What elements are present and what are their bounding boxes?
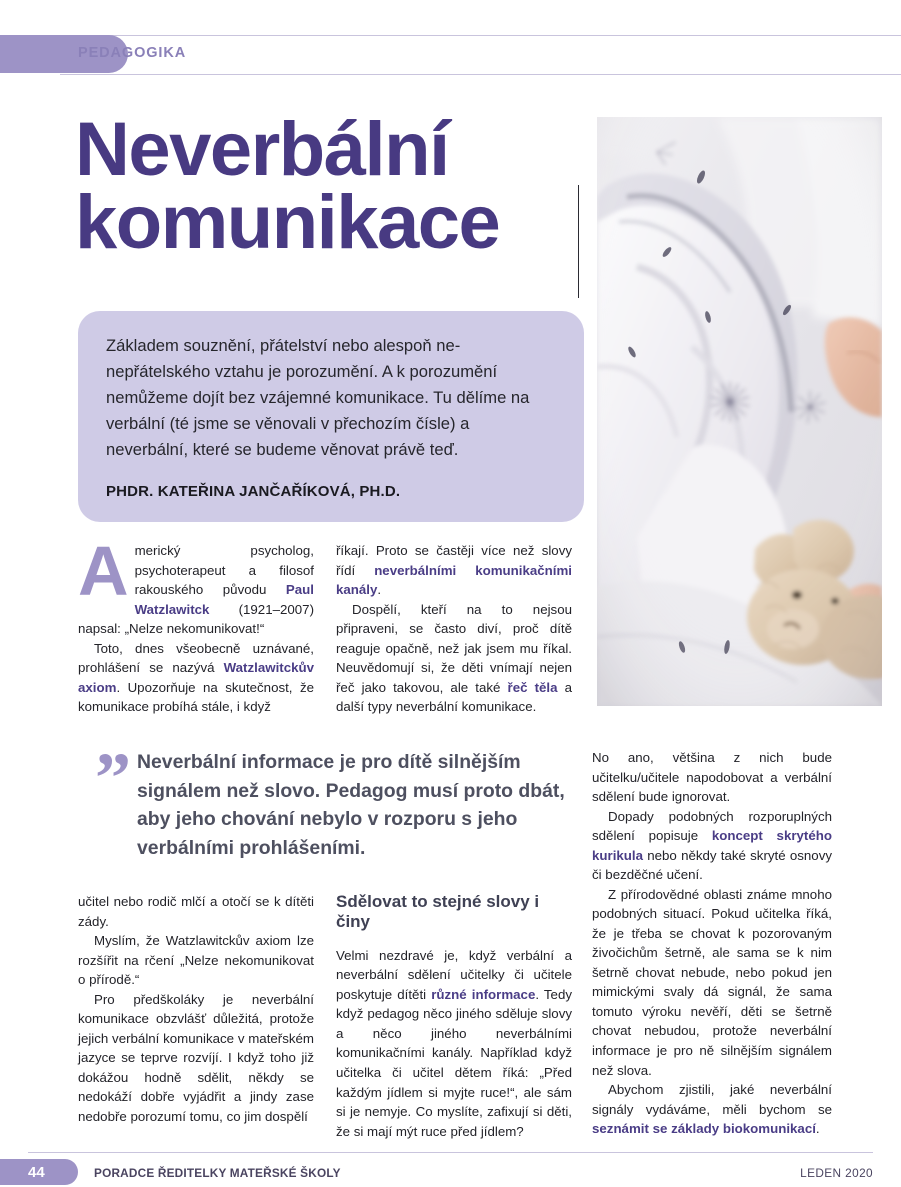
- emphasis-koncept-skryteho-kurikula: koncept skrytého kurikula: [592, 828, 832, 863]
- headline-vertical-rule: [578, 185, 579, 298]
- paragraph-part: Dospělí, kteří na to nejsou připraveni, se často diví, proč dítě reaguje opačně, než jak jsem mu říkal. Neuvědomují si, že děti vnímají nejen řeč jako takovou, ale také: [336, 601, 572, 695]
- paragraph-part: říkají. Proto se častěji více než slovy řídí: [336, 543, 572, 578]
- paragraph-part: nebo někdy také skryté osnovy či bezděčné učení.: [592, 847, 832, 883]
- article-column-3: [78, 892, 314, 1126]
- rubric-label: PEDAGOGIKA: [78, 45, 187, 61]
- lead-paragraph-text: Základem souznění, přátelství nebo alespoň ne-nepřátelského vztahu je porozumění. A k porozumění nemůžeme dojít bez vzájemné komunikace. Tu dělíme na verbální (té jsme se věnovali v přechozím čísle) a neverbální, které se budeme věnovat právě teď.: [106, 336, 530, 459]
- paragraph-part: Dopady podobných rozporuplných sdělení popisuje: [592, 808, 832, 844]
- paragraph: Pro předškoláky je neverbální komunikace obzvlášť důležitá, protože jejich verbální komunikace v mateřském jazyce se teprve rozvíjí. I když toho již dokážou hodně sdělit, někdy se nedokáží dobře vyjádřit a jindy zase nedobře porozumí tomu, co jim dospělí: [78, 991, 314, 1124]
- paragraph: Z přírodovědné oblasti známe mnoho podobných situací. Pokud učitelka říká, že je třeba se chovat k pozorovaným živočichům šetrně, ale sama se k nim šetrně chovat nebude, nebo pokud jen mimickými svaly dá signál, že sama tomuto výroku nevěří, děti se šetrně chovat nebudou, protože neverbální informace je pro ně silnějším signálem než slova.: [592, 886, 832, 1078]
- sleeping-baby-with-plush-bunny-image: [597, 117, 882, 706]
- lead-paragraph-box: [78, 311, 584, 522]
- paragraph-part: a další typy neverbální komunikace.: [336, 679, 572, 715]
- footer-divider: [28, 1152, 873, 1153]
- publication-title: PORADCE ŘEDITELKY MATEŘSKÉ ŠKOLY: [94, 1166, 341, 1180]
- drop-cap: A: [78, 532, 129, 610]
- pull-quote: [95, 738, 565, 862]
- page-title: [75, 107, 595, 265]
- page-number: 44: [28, 1164, 45, 1181]
- paragraph-part: (1921–2007) napsal: „Nelze nekomunikovat!“: [78, 601, 314, 637]
- author-byline: PHDR. KATEŘINA JANČAŘÍKOVÁ, PH.D.: [106, 483, 401, 501]
- paragraph: učitel nebo rodič mlčí a otočí se k dítěti zády.: [78, 894, 314, 929]
- paragraph-part: Abychom zjistili, jaké neverbální signály vydáváme, měli bychom se: [592, 1082, 832, 1117]
- rubric-divider-lines: [60, 35, 901, 75]
- paragraph-part: .: [377, 582, 382, 598]
- emphasis-rec-tela: řeč těla: [507, 679, 558, 695]
- paragraph-part: .: [815, 1121, 820, 1137]
- paragraph: [336, 541, 572, 600]
- paragraph-part: . Upozorňuje na skutečnost, že komunikace probíhá stále, i když: [78, 679, 314, 715]
- emphasis-ruzne-informace: různé informace: [431, 986, 536, 1002]
- rubric-bar: [0, 35, 901, 73]
- section-subheading: Sdělovat to stejné slovy i činy: [336, 892, 540, 932]
- article-column-1: [78, 532, 314, 717]
- paragraph-part: . Tedy když pedagog něco jiného sděluje slovy a něco jiného neverbálními komunikačními kanály. Například když učitelka či učitel dětem říká: „Před každým jídlem si myjte ruce!“, ale sám si je nemyje. Co myslíte, zafixují si děti, že si mají mýt ruce před jídlem?: [336, 986, 572, 1139]
- issue-date: LEDEN 2020: [800, 1166, 873, 1180]
- emphasis-watzlawitckuv-axiom: Watzlawitckův axiom: [78, 660, 314, 695]
- paragraph: No ano, většina z nich bude učitelku/učitele napodobovat a verbální sdělení bude ignorovat.: [592, 750, 832, 805]
- emphasis-paul-watzlawitck: Paul Watzlawitck: [134, 582, 314, 617]
- emphasis-neverbalni-kanaly: neverbálními komunikačními kanály: [336, 562, 572, 598]
- paragraph: [592, 1080, 832, 1139]
- emphasis-zaklady-biokomunikaci: seznámit se základy biokomunikací: [592, 1121, 816, 1137]
- paragraph: [78, 639, 314, 717]
- paragraph: [78, 532, 314, 639]
- article-column-4: [336, 892, 572, 1141]
- paragraph-part: merický psycholog, psychoterapeut a filosof rakouského původu: [134, 543, 314, 598]
- paragraph-part: Toto, dnes všeobecně uznávané, prohlášení se nazývá: [78, 640, 314, 676]
- page-title-line-1: Neverbální: [75, 107, 449, 192]
- article-column-5: [592, 748, 832, 1139]
- article-column-2: [336, 541, 572, 717]
- paragraph: [336, 946, 572, 1141]
- page-title-line-2: komunikace: [75, 179, 500, 265]
- article-photo: [597, 117, 882, 706]
- paragraph: [592, 807, 832, 885]
- pull-quote-text: Neverbální informace je pro dítě silnějším signálem než slovo. Pedagog musí proto dbát, aby jeho chování nebylo v rozporu s jeho verbálními prohlášeními.: [137, 751, 565, 859]
- paragraph: [336, 600, 572, 717]
- quotation-mark-icon: ”: [95, 738, 131, 818]
- page-footer: [0, 1152, 901, 1187]
- paragraph-part: Velmi nezdravé je, když verbální a neverbální sdělení učitelky či učitele poskytuje dítěti: [336, 947, 572, 1002]
- paragraph: Myslím, že Watzlawitckův axiom lze rozšířit na rčení „Nelze nekomunikovat o přírodě.“: [78, 933, 314, 988]
